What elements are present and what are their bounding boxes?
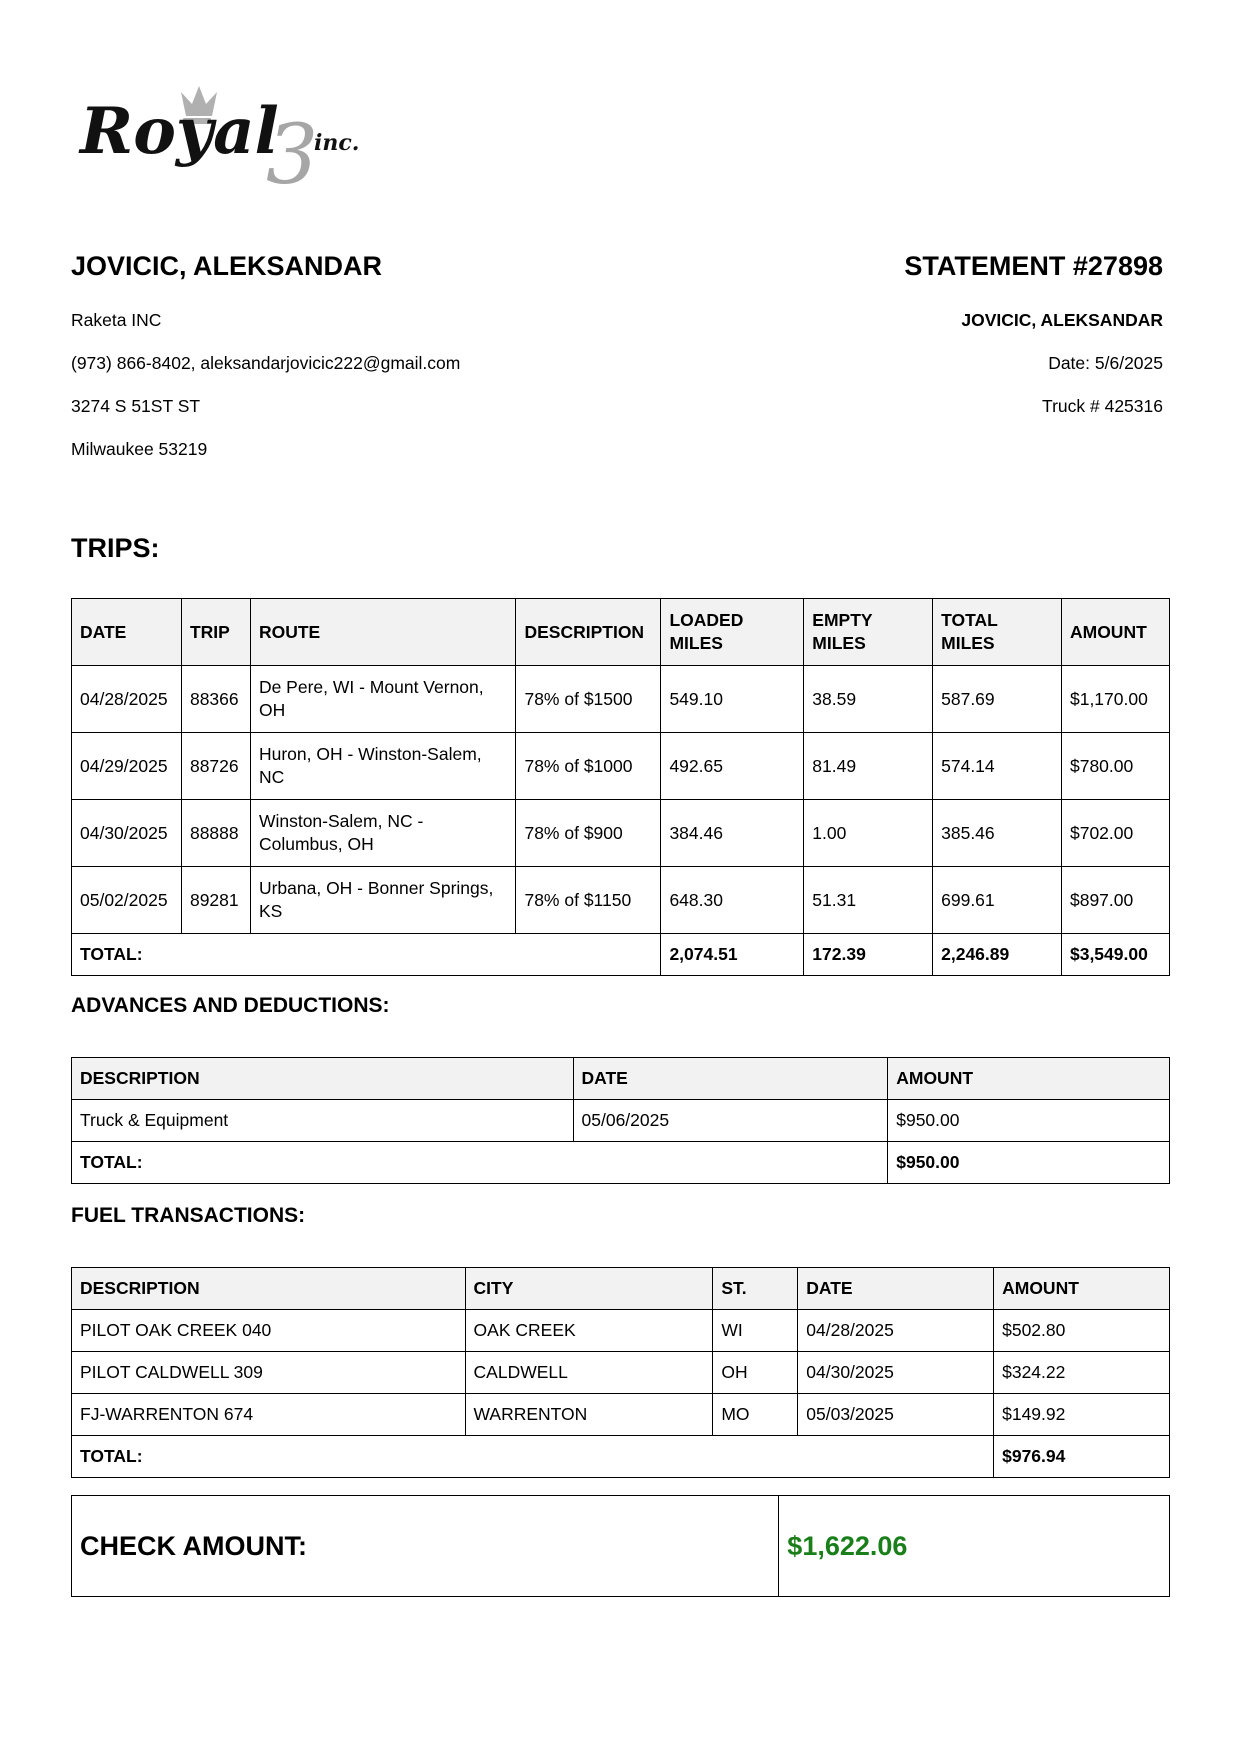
trip-total-miles: 587.69 <box>933 666 1062 733</box>
trip-amount: $897.00 <box>1061 867 1169 934</box>
table-row <box>72 867 1170 934</box>
fuel-date: 04/28/2025 <box>798 1310 994 1352</box>
advances-title: ADVANCES AND DEDUCTIONS: <box>71 994 390 1017</box>
total-label: TOTAL: <box>72 934 661 976</box>
total-amount: $3,549.00 <box>1061 934 1169 976</box>
fuel-city: WARRENTON <box>465 1394 713 1436</box>
table-row <box>72 666 1170 733</box>
advance-date: 05/06/2025 <box>573 1100 888 1142</box>
total-loaded-miles: 2,074.51 <box>661 934 804 976</box>
fuel-amount: $324.22 <box>994 1352 1170 1394</box>
driver-city: Milwaukee 53219 <box>71 439 208 459</box>
trip-number: 88888 <box>181 800 250 867</box>
trip-description: 78% of $1500 <box>516 666 661 733</box>
trip-empty-miles: 81.49 <box>804 733 933 800</box>
check-amount-row <box>72 1496 1170 1597</box>
trip-number: 88726 <box>181 733 250 800</box>
fuel-date: 05/03/2025 <box>798 1394 994 1436</box>
column-header: AMOUNT <box>994 1268 1170 1310</box>
table-row <box>72 800 1170 867</box>
advance-amount: $950.00 <box>888 1100 1170 1142</box>
fuel-city: OAK CREEK <box>465 1310 713 1352</box>
column-header: ROUTE <box>250 599 516 666</box>
fuel-date: 04/30/2025 <box>798 1352 994 1394</box>
driver-contact: (973) 866-8402, aleksandarjovicic222@gmail.com <box>71 353 461 373</box>
fuel-description: PILOT CALDWELL 309 <box>72 1352 466 1394</box>
trip-total-miles: 574.14 <box>933 733 1062 800</box>
fuel-state: OH <box>713 1352 798 1394</box>
trip-total-miles: 699.61 <box>933 867 1062 934</box>
trip-route: Winston-Salem, NC - Columbus, OH <box>250 800 516 867</box>
column-header: AMOUNT <box>1061 599 1169 666</box>
advances-table <box>71 1057 1170 1184</box>
check-amount-table <box>71 1495 1170 1597</box>
driver-name-heading: JOVICIC, ALEKSANDAR <box>71 251 383 281</box>
trips-table <box>71 598 1170 976</box>
check-amount-value: $1,622.06 <box>779 1496 1170 1597</box>
trip-loaded-miles: 549.10 <box>661 666 804 733</box>
column-header: CITY <box>465 1268 713 1310</box>
table-row <box>72 1394 1170 1436</box>
trip-route: Huron, OH - Winston-Salem, NC <box>250 733 516 800</box>
trip-amount: $780.00 <box>1061 733 1169 800</box>
trip-description: 78% of $900 <box>516 800 661 867</box>
trip-date: 05/02/2025 <box>72 867 182 934</box>
trips-title: TRIPS: <box>71 533 160 563</box>
trip-date: 04/30/2025 <box>72 800 182 867</box>
statement-date: Date: 5/6/2025 <box>1048 353 1163 373</box>
trip-description: 78% of $1150 <box>516 867 661 934</box>
column-header: DESCRIPTION <box>72 1268 466 1310</box>
trip-date: 04/29/2025 <box>72 733 182 800</box>
trip-amount: $702.00 <box>1061 800 1169 867</box>
fuel-total-amount: $976.94 <box>994 1436 1170 1478</box>
advances-total-row <box>72 1142 1170 1184</box>
fuel-city: CALDWELL <box>465 1352 713 1394</box>
driver-street: 3274 S 51ST ST <box>71 396 201 416</box>
column-header: TRIP <box>181 599 250 666</box>
trip-route: Urbana, OH - Bonner Springs, KS <box>250 867 516 934</box>
logo-wordmark: Royal <box>80 94 279 169</box>
fuel-state: WI <box>713 1310 798 1352</box>
trip-number: 88366 <box>181 666 250 733</box>
fuel-table <box>71 1267 1170 1478</box>
column-header: AMOUNT <box>888 1058 1170 1100</box>
trip-loaded-miles: 648.30 <box>661 867 804 934</box>
logo-suffix: inc. <box>314 130 360 156</box>
statement-truck: Truck # 425316 <box>1042 396 1163 416</box>
total-label: TOTAL: <box>72 1436 994 1478</box>
column-header: ST. <box>713 1268 798 1310</box>
column-header: TOTAL MILES <box>933 599 1062 666</box>
trip-empty-miles: 38.59 <box>804 666 933 733</box>
trip-route: De Pere, WI - Mount Vernon, OH <box>250 666 516 733</box>
trip-number: 89281 <box>181 867 250 934</box>
driver-company: Raketa INC <box>71 310 162 330</box>
column-header: DATE <box>72 599 182 666</box>
fuel-amount: $149.92 <box>994 1394 1170 1436</box>
fuel-title: FUEL TRANSACTIONS: <box>71 1204 306 1227</box>
trips-header-row <box>72 599 1170 666</box>
trip-amount: $1,170.00 <box>1061 666 1169 733</box>
trip-loaded-miles: 492.65 <box>661 733 804 800</box>
column-header: DESCRIPTION <box>72 1058 574 1100</box>
column-header: DATE <box>798 1268 994 1310</box>
fuel-header-row <box>72 1268 1170 1310</box>
trip-date: 04/28/2025 <box>72 666 182 733</box>
statement-number-heading: STATEMENT #27898 <box>904 251 1163 281</box>
fuel-description: PILOT OAK CREEK 040 <box>72 1310 466 1352</box>
trip-empty-miles: 1.00 <box>804 800 933 867</box>
fuel-amount: $502.80 <box>994 1310 1170 1352</box>
table-row <box>72 1100 1170 1142</box>
trip-total-miles: 385.46 <box>933 800 1062 867</box>
check-amount-label: CHECK AMOUNT: <box>72 1496 779 1597</box>
column-header: LOADED MILES <box>661 599 804 666</box>
trip-loaded-miles: 384.46 <box>661 800 804 867</box>
column-header: DESCRIPTION <box>516 599 661 666</box>
table-row <box>72 1310 1170 1352</box>
total-miles: 2,246.89 <box>933 934 1062 976</box>
column-header: EMPTY MILES <box>804 599 933 666</box>
advances-total-amount: $950.00 <box>888 1142 1170 1184</box>
table-row <box>72 733 1170 800</box>
trip-empty-miles: 51.31 <box>804 867 933 934</box>
company-logo <box>78 78 388 193</box>
advance-description: Truck & Equipment <box>72 1100 574 1142</box>
fuel-total-row <box>72 1436 1170 1478</box>
fuel-description: FJ-WARRENTON 674 <box>72 1394 466 1436</box>
trips-total-row <box>72 934 1170 976</box>
advances-header-row <box>72 1058 1170 1100</box>
total-empty-miles: 172.39 <box>804 934 933 976</box>
trip-description: 78% of $1000 <box>516 733 661 800</box>
table-row <box>72 1352 1170 1394</box>
total-label: TOTAL: <box>72 1142 888 1184</box>
logo-number: 3 <box>266 108 319 193</box>
fuel-state: MO <box>713 1394 798 1436</box>
statement-driver-name: JOVICIC, ALEKSANDAR <box>961 310 1163 330</box>
column-header: DATE <box>573 1058 888 1100</box>
